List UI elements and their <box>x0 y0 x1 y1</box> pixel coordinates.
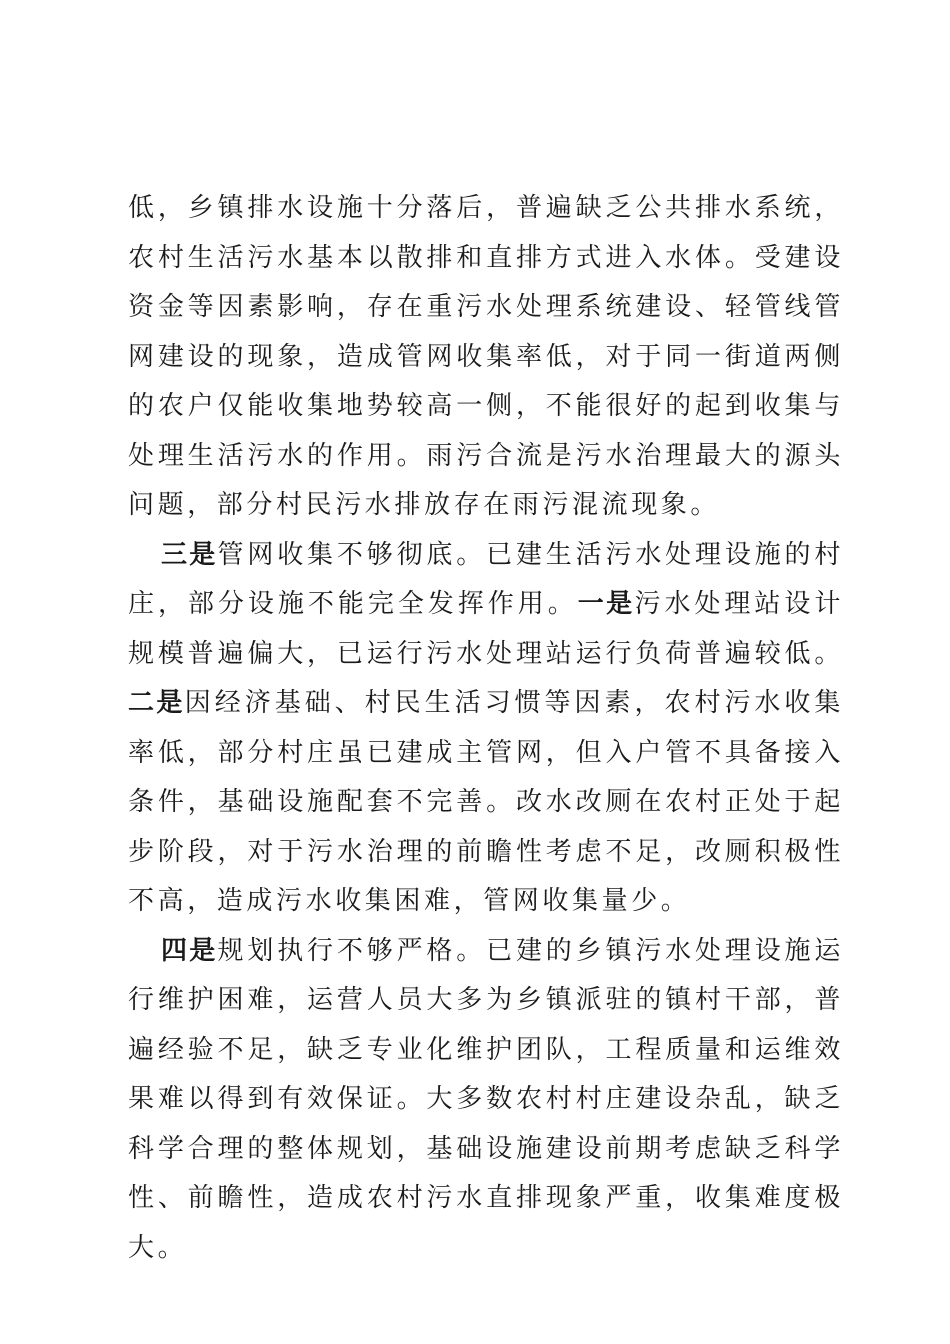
paragraph-lead: 三是 <box>161 539 218 570</box>
sub-point-text: 污水处理站设计规模普遍偏大，已运行污水处理站运行负荷普遍较低。 <box>128 589 844 669</box>
paragraph-text: 规划执行不够严格。已建的乡镇污水处理设施运行维护困难，运营人员大多为乡镇派驻的镇村干部，普遍经验不足，缺乏专业化维护团队，工程质量和运维效果难以得到有效保证。大多数农村村庄建设杂乱，缺乏科学合理的整体规划，基础设施建设前期考虑缺乏科学性、前瞻性，造成农村污水直排现象严重，收集难度极大。 <box>128 935 844 1263</box>
paragraph-continuation <box>128 184 844 531</box>
sub-point-lead: 一是 <box>577 589 635 619</box>
paragraph-text: 管网收集不够彻底。已建生活污水处理设施的村庄，部分设施不能完全发挥作用。 <box>128 539 844 619</box>
paragraph-lead: 四是 <box>161 935 218 966</box>
paragraph-point-four <box>128 927 844 1274</box>
sub-point-text: 因经济基础、村民生活习惯等因素，农村污水收集率低，部分村庄虽已建成主管网，但入户管不具备接入条件，基础设施配套不完善。改水改厕在农村正处于起步阶段，对于污水治理的前瞻性考虑不足，改厕积极性不高，造成污水收集困难，管网收集量少。 <box>128 688 844 916</box>
paragraph-point-three <box>128 531 844 927</box>
paragraph-text: 低，乡镇排水设施十分落后，普遍缺乏公共排水系统，农村生活污水基本以散排和直排方式进入水体。受建设资金等因素影响，存在重污水处理系统建设、轻管线管网建设的现象，造成管网收集率低，对于同一街道两侧的农户仅能收集地势较高一侧，不能很好的起到收集与处理生活污水的作用。雨污合流是污水治理最大的源头问题，部分村民污水排放存在雨污混流现象。 <box>128 193 844 520</box>
document-body <box>128 184 844 1273</box>
sub-point-lead: 二是 <box>128 688 185 718</box>
